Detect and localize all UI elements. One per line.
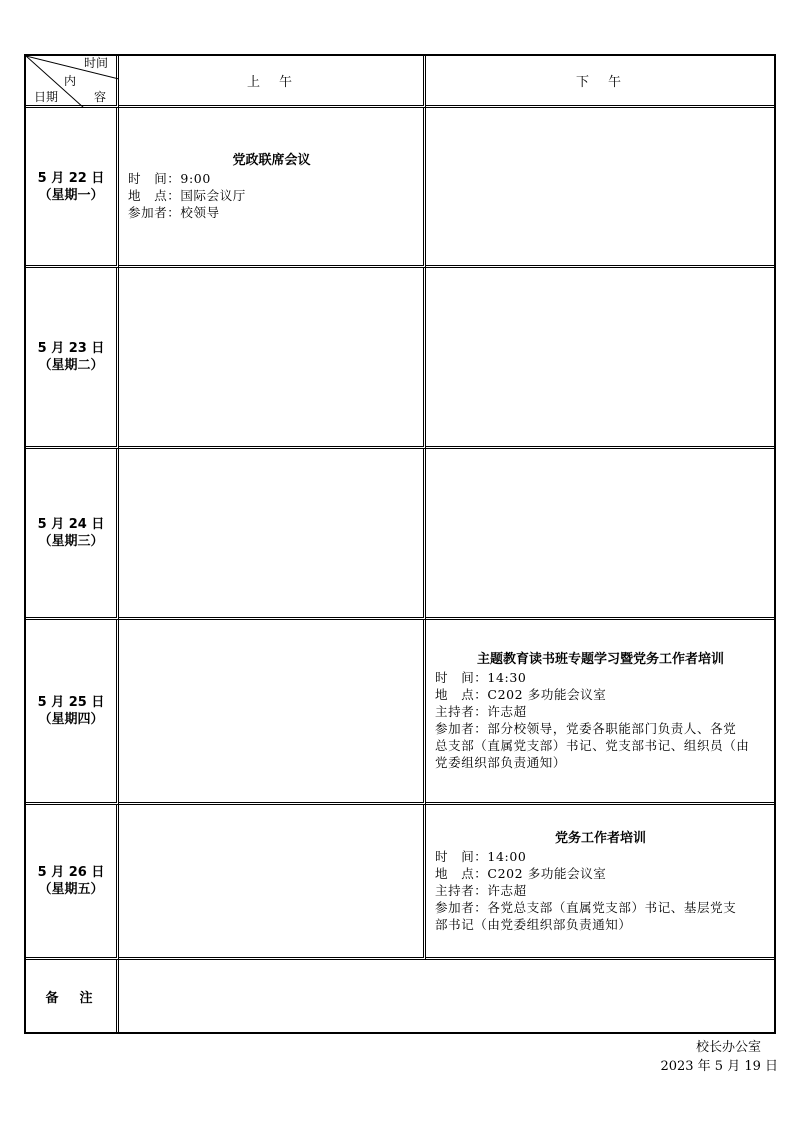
event-participants: 参加者：校领导 [128, 205, 220, 220]
event-title: 党政联席会议 [232, 153, 311, 168]
day-1-date-cell [26, 108, 119, 268]
day-weekday: （星期三） [38, 534, 104, 549]
day-2-morning-cell [119, 268, 426, 449]
day-5-morning-cell [119, 805, 426, 960]
afternoon-header: 下 午 [426, 56, 774, 108]
day-weekday: （星期一） [38, 187, 104, 203]
event-time: 时 间：9:00 [128, 171, 211, 186]
event-participants: 参加者：部分校领导，党委各职能部门负责人、各党 [435, 721, 737, 736]
day-4-date-cell [26, 620, 119, 805]
corner-content-label-1: 内 [64, 74, 77, 88]
day-weekday: （星期二） [38, 358, 104, 373]
event-participants-cont: 部书记（由党委组织部负责通知） [435, 916, 632, 932]
day-weekday: （星期五） [38, 882, 104, 897]
issuing-office: 校长办公室 [695, 1040, 761, 1055]
event-title: 党务工作者培训 [554, 830, 646, 846]
event-location: 地 点：C202 多功能会议室 [435, 865, 607, 881]
remarks-content-cell [119, 960, 774, 1032]
event-time: 时 间：14:30 [435, 670, 527, 685]
event-host: 主持者：许志超 [435, 882, 527, 898]
event-time: 时 间：14:00 [435, 848, 527, 864]
day-5-afternoon-cell [426, 805, 774, 960]
corner-time-label: 时间 [84, 56, 109, 70]
event-participants: 参加者：各党总支部（直属党支部）书记、基层党支 [435, 899, 737, 915]
day-4-afternoon-cell [426, 620, 774, 805]
day-3-date-cell [26, 449, 119, 620]
event-title: 主题教育读书班专题学习暨党务工作者培训 [476, 652, 724, 667]
event-location: 地 点：C202 多功能会议室 [435, 687, 607, 702]
day-2-afternoon-cell [426, 268, 774, 449]
day-date: 5 月 24 日 [37, 517, 105, 532]
day-date: 5 月 26 日 [37, 865, 105, 880]
day-3-afternoon-cell [426, 449, 774, 620]
issue-date: 2023 年 5 月 19 日 [660, 1059, 778, 1074]
event-participants-cont: 总支部（直属党支部）书记、党支部书记、组织员（由 [435, 738, 750, 753]
event-host: 主持者：许志超 [435, 704, 527, 719]
corner-content-label-2: 容 [94, 90, 107, 104]
weekly-schedule-table [24, 54, 776, 1034]
corner-date-label: 日期 [34, 90, 59, 104]
remarks-label: 备 注 [26, 960, 119, 1032]
day-weekday: （星期四） [38, 712, 104, 727]
morning-header: 上 午 [119, 56, 426, 108]
day-date: 5 月 25 日 [37, 695, 105, 710]
corner-header-cell [26, 56, 119, 108]
event-participants-cont: 党委组织部负责通知） [435, 755, 567, 770]
day-3-morning-cell [119, 449, 426, 620]
day-1-morning-cell [119, 108, 426, 268]
day-5-date-cell [26, 805, 119, 960]
day-date: 5 月 23 日 [37, 341, 105, 356]
event-location: 地 点：国际会议厅 [128, 188, 246, 203]
day-1-afternoon-cell [426, 108, 774, 268]
day-4-morning-cell [119, 620, 426, 805]
day-2-date-cell [26, 268, 119, 449]
day-date: 5 月 22 日 [37, 170, 105, 186]
